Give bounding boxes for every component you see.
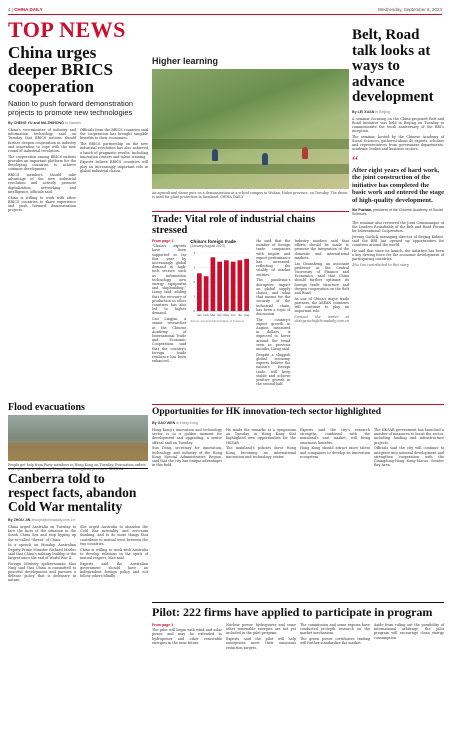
opportunities-paragraph: Hong Kong should attract more talent and companies to develop its innovation ecosystem.: [300, 446, 370, 459]
belt-road-paragraph: The seminar also reviewed the Joint Communique of the Leaders Roundtable of the Belt and Road Forum for International Cooperation.: [352, 220, 444, 233]
canberra-story: [8, 468, 148, 584]
opportunities-byline-place: in Hong Kong: [176, 421, 198, 425]
chart-bar: [204, 276, 209, 311]
pilot-paragraph: Experts said the pilot will help enterprises meet their emissions reduction targets.: [226, 637, 296, 650]
section-title: TOP NEWS: [8, 17, 126, 42]
opportunities-byline-name: By GAO WEN: [152, 421, 176, 425]
belt-road-paragraph: Jeremy Garlick, managing director of Beijing Kidnet, said the BRI has opened up opportunities for countries around the world.: [352, 234, 444, 248]
opportunities-body: [152, 428, 444, 469]
belt-road-byline-place: in Beijing: [375, 109, 390, 114]
lead-paragraph: Officials from the BRICS countries said the cooperation has brought tangible benefits to their economies.: [80, 128, 148, 141]
opportunities-paragraph: Officials said the city will continue to integrate into national development and strengthen cooperation with the Guangdong-Hong Kong-Macao Greater Bay Area.: [374, 446, 444, 468]
lead-subhead: Nation to push forward demonstration projects to promote new technologies: [8, 99, 134, 117]
pilot-paragraph: Aside from ruling out the possibility of international arbitrage, the pilot program will encourage clean energy consumption.: [374, 623, 444, 640]
trade-headline[interactable]: Trade: Vital role of industrial chains stressed: [152, 211, 349, 236]
pilot-from-page[interactable]: From page 1: [152, 623, 174, 627]
chart-title: China's foreign trade: [190, 239, 236, 244]
opportunities-paragraph: The mainland's policies favor Hong Kong becoming an international innovation and technology center.: [226, 446, 296, 459]
canberra-byline: [8, 518, 148, 522]
trade-paragraph: "China's exports have been supported so far this year by increasingly global demand in high-tech sectors, such as information technology, new energy equipment and shipbuilding," Liang said, adding that the recovery of production in other countries has also led to higher demand.: [152, 244, 187, 316]
photo-field-band: [152, 139, 349, 149]
belt-road-headline[interactable]: Belt, Road talk looks at ways to advance development: [352, 27, 434, 105]
canberra-paragraph: Foreign Ministry spokeswoman Mao Ning said that China is committed to peaceful development and pursues a defense policy that is defensive in nature.: [8, 561, 76, 583]
chart-x-tick-label: Jan: [197, 313, 203, 317]
canberra-paragraph: She urged Australia to abandon the Cold War mentality and zero-sum thinking, and to do more things that contribute to mutual trust between the two countries.: [80, 525, 148, 546]
trade-paragraph: Liu Chunsheng, an associate professor at the Central University of Finance and Economics, said that China should further optimize its foreign trade structure and deepen cooperation on the Belt and Road.: [294, 261, 349, 295]
opportunities-byline: [152, 421, 444, 425]
flood-feature: [8, 402, 148, 471]
chart-bar: [231, 262, 236, 311]
photo-person: [262, 153, 268, 165]
quote-role: president of the Chinese Academy of Social Sciences: [352, 207, 443, 216]
canberra-byline-place: zhoujin@chinadaily.com.cn: [31, 518, 75, 522]
trade-story: [152, 211, 349, 388]
feature-label: Higher learning: [152, 56, 219, 66]
lead-story: [8, 44, 148, 214]
opportunities-paragraph: Experts said the city's research strengths, combined with the mainland's vast market, will bring enormous benefits.: [300, 428, 370, 445]
pilot-paragraph: The commission and some regions have conducted in-depth research on the market mechanism.: [300, 623, 370, 636]
trade-paragraph: As one of China's major trade partners, the ASEAN countries will continue to play an important role.: [294, 296, 349, 314]
opportunities-story: [152, 404, 444, 469]
trade-paragraph: Despite a sluggish global economy, experts believe the nation's foreign trade will keep stable and achieve positive growth in the second half.: [256, 352, 291, 387]
chart-x-tick-label: Feb: [203, 313, 209, 317]
belt-road-paragraph: He said that since its launch, the initiative has been a key driving force for the economic development of participating countries.: [352, 248, 444, 262]
chart-x-tick-label: Jun: [230, 313, 236, 317]
chart-x-tick-label: Apr: [217, 313, 223, 317]
lead-paragraph: China's vice-minister of industry and information technology said on Tuesday that BRICS nations should further deepen cooperation in industry and innovation to cope with the new round of industrial revolution.: [8, 128, 76, 154]
chart-x-tick-label: May: [223, 313, 230, 317]
chart-subtitle: (January-August 2023): [190, 244, 225, 248]
pull-quote: [352, 153, 445, 216]
chart-bar: [224, 260, 229, 311]
higher-learning-feature: [152, 56, 349, 199]
chart-source: Source: General Administration of Customs: [190, 319, 244, 323]
belt-road-paragraph: A seminar focusing on the China-proposed Belt and Road Initiative was held in Beijing on Tuesday to commemorate the tenth anniversary of the BRI's inception.: [352, 116, 444, 134]
pilot-paragraph: The pilot will begin with wind and solar power and may be extended to hydropower and other renewable energies in the near future.: [152, 628, 222, 645]
drone-photo[interactable]: [152, 69, 349, 189]
canberra-paragraph: China is willing to work with Australia to develop relations in the spirit of mutual respect, Mao said.: [80, 547, 148, 560]
canberra-headline[interactable]: Canberra told to respect facts, abandon Cold War mentality: [8, 468, 148, 514]
issue-date: Wednesday, September 6, 2023: [377, 6, 442, 12]
lead-paragraph: China is willing to work with other BRICS countries to share experience and push forward demonstration projects.: [8, 195, 76, 213]
trade-paragraph: The pandemic's disruptive impact on global supply chains, and what that means for the security of the industrial chain, has been a topic of discussion.: [256, 278, 291, 316]
canberra-body: [8, 525, 148, 584]
trade-body: [152, 239, 349, 388]
opportunities-paragraph: Hong Kong's innovation and technology sector is in a golden moment for development and upgrading, a senior official said on Tuesday.: [152, 428, 222, 445]
trade-paragraph: Industry insiders said that efforts should be made to promote the integration of the domestic and international markets.: [294, 239, 349, 260]
flood-photo[interactable]: [8, 415, 148, 461]
trade-from-page[interactable]: From page 1: [152, 239, 174, 243]
belt-road-byline: [352, 110, 444, 114]
quote-mark-icon: “: [352, 153, 359, 169]
belt-road-story: [352, 28, 444, 269]
canberra-paragraph: China urged Australia on Tuesday to face the facts of the situation in the South China Sea and stop hyping up the so-called "threat" of China.: [8, 525, 76, 542]
flood-headline[interactable]: Flood evacuations: [8, 402, 85, 413]
lead-byline-place: in Xiamen: [64, 121, 81, 125]
chart-x-tick-label: Mar: [210, 313, 216, 317]
opportunities-paragraph: The HKSAR government has launched a number of measures to boost the sector, including funding and infrastructure projects.: [374, 428, 444, 445]
chart-x-tick-label: Jul: [238, 313, 243, 317]
trade-paragraph: He said that the number of foreign trade companies with import and export performance has increased, reflecting the vitality of market entities.: [256, 239, 291, 277]
belt-road-body-continued: [352, 221, 444, 268]
photo-person: [302, 147, 308, 159]
lead-byline-name: By CHENG YU and MA ZHIHONG: [8, 121, 64, 125]
belt-road-paragraph: The seminar, hosted by the Chinese Academy of Social Sciences, gathered about 40 experts, scholars and representatives from government departments, academic bodies and business sectors.: [352, 134, 444, 152]
pilot-story: [152, 602, 444, 651]
masthead: 4 | CHINA DAILY Wednesday, September 6, 2023: [8, 6, 442, 12]
chart-y-tick-label: 2: [193, 280, 196, 284]
brand-name: CHINA DAILY: [14, 6, 43, 12]
lead-byline: [8, 121, 148, 125]
chart-x-tick-label: Aug: [244, 313, 250, 317]
page-number: 4: [8, 6, 11, 12]
pilot-headline[interactable]: Pilot: 222 firms have applied to participate in program: [152, 602, 444, 620]
belt-road-contributor: Zhu Yan contributed to this story.: [352, 262, 410, 267]
chart-y-tick-label: 1: [193, 294, 196, 299]
opportunities-paragraph: Sun Dong, secretary for innovation, technology and industry of the Hong Kong Special Administrative Region, said that the city has unique advantages in this field.: [152, 446, 222, 468]
trade-chart-plot: [190, 249, 252, 319]
pilot-body: [152, 623, 444, 651]
chart-bar: [211, 257, 216, 311]
opportunities-headline[interactable]: Opportunities for HK innovation-tech sector highlighted: [152, 404, 444, 417]
chart-bar: [217, 262, 222, 311]
trade-chart: [190, 239, 252, 388]
trade-paragraph: Cao Lingjun, a senior researcher at the Chinese Academy of International Trade and Economic Cooperation, said that the country's foreign trade resilience has been enhanced.: [152, 317, 187, 364]
flood-caption: People get help from Party members in Hong Kong on Tuesday. Evacuation orders were given to residents in Hengchun, Guangdong province. XINHUA: [8, 463, 146, 471]
quote-attribution: [352, 208, 444, 216]
chart-bar: [238, 260, 243, 311]
canberra-paragraph: In a speech on Monday, Australian Deputy Prime Minister Richard Marles said that China's military buildup is the largest since the end of World War II.: [8, 543, 76, 560]
lead-paragraph: BRICS members should take advantage of the new industrial revolution and actively promote digitalization, networking and intelligence, officials said.: [8, 173, 76, 194]
quote-author: Xie Fuzhan,: [352, 207, 372, 212]
lead-paragraph: Experts believe BRICS countries will play an increasingly important role in global industrial chains.: [80, 160, 148, 173]
belt-road-body: [352, 117, 444, 152]
photo-person: [212, 149, 218, 161]
pilot-paragraph: Nuclear power, hydropower and some other renewable energies are not yet included in the pilot program.: [226, 623, 296, 636]
masthead-rule: [8, 14, 442, 15]
pilot-paragraph: The green power certificates trading will further standardize the market.: [300, 637, 370, 646]
lead-headline[interactable]: China urges deeper BRICS cooperation: [8, 43, 113, 96]
canberra-paragraph: Experts said the Australian government should have an independent foreign policy and not follow others blindly.: [80, 561, 148, 579]
lead-paragraph: The BRICS partnership on the new industrial revolution has also achieved a batch of pragmatic results, including innovation centers and talent training.: [80, 142, 148, 159]
chart-y-tick-label: 4: [193, 251, 196, 255]
lead-body: [8, 128, 148, 214]
trade-paragraph: The country's export growth in August, measured in dollars, is expected to hover around the trend seen in previous months, Liang said.: [256, 317, 291, 352]
trade-contact[interactable]: Contact the writer at zhangxiuzhi@chinadaily.com.cn: [294, 314, 349, 324]
photo-field-band: [152, 164, 349, 174]
quote-text: After eight years of hard work, the joint construction of the initiative has completed the basic work and entered the stage of high-quality development.: [352, 166, 445, 204]
photo-caption: An agricultural drone puts on a demonstration at a school campus in Wuhan, Hubei province, on Tuesday. The drone is used for plant protection in farmland. CHINA DAILY: [152, 191, 348, 199]
chart-y-tick-label: 0: [193, 309, 196, 313]
chart-bar: [244, 259, 249, 311]
chart-y-tick-label: 3: [193, 265, 196, 270]
lead-paragraph: The cooperation among BRICS nations provides an important platform for the developing countries to achieve common development.: [8, 154, 76, 172]
chart-bar: [197, 273, 202, 311]
opportunities-paragraph: He made the remarks at a symposium on Tuesday in Hong Kong that highlighted new opportunities for the HKSAR.: [226, 428, 296, 445]
canberra-byline-name: By ZHOU JIN: [8, 518, 31, 522]
photo-water: [8, 443, 148, 461]
belt-road-byline-name: By LEI XUAN: [352, 109, 375, 114]
